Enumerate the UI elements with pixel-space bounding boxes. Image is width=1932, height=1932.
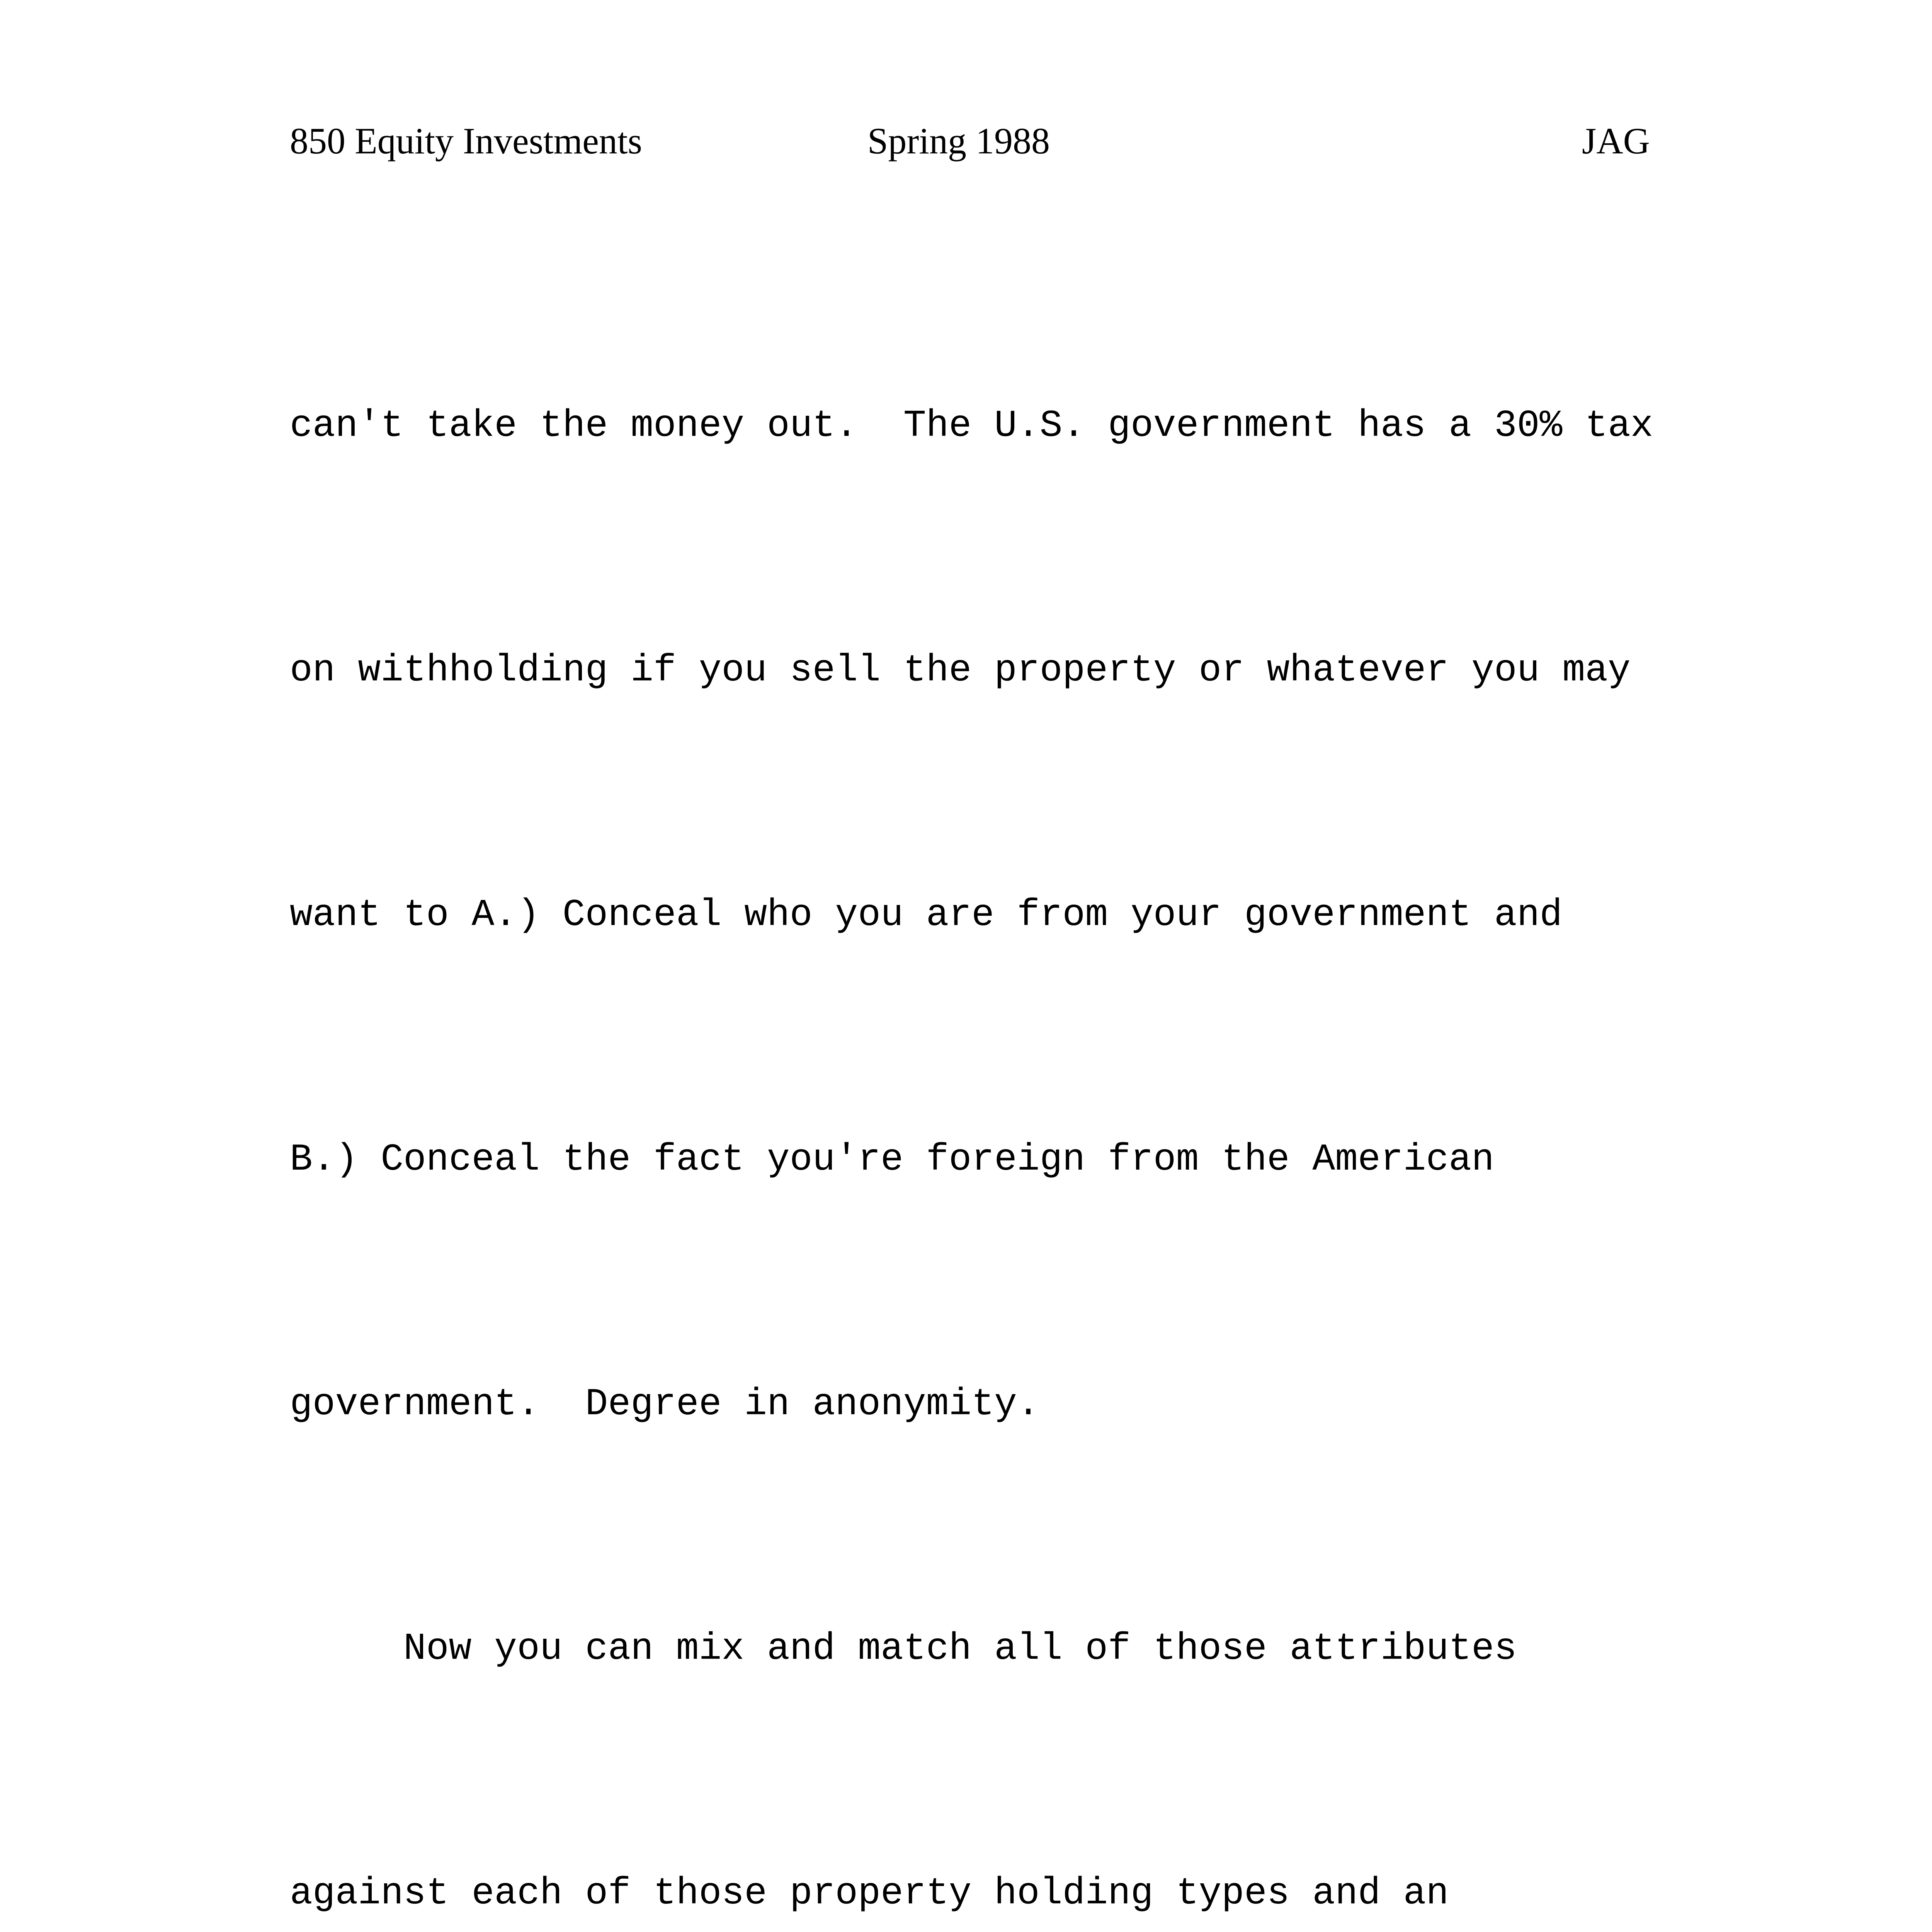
header-term: Spring 1988: [867, 120, 1050, 162]
text-line: government. Degree in anonymity.: [290, 1383, 1040, 1426]
page-header: [290, 112, 1650, 170]
text-line: can't take the money out. The U.S. government has a 30% tax: [290, 405, 1653, 447]
text-line: B.) Conceal the fact you're foreign from the American: [290, 1138, 1494, 1181]
text-line: against each of those property holding types and an: [290, 1872, 1449, 1915]
text-line: want to A.) Conceal who you are from your government and: [290, 894, 1563, 937]
header-course: 850 Equity Investments: [290, 120, 642, 162]
text-line: on withholding if you sell the property or whatever you may: [290, 649, 1631, 692]
header-initials: JAG: [1582, 120, 1650, 162]
text-line: Now you can mix and match all of those attributes: [290, 1628, 1517, 1670]
body-text: [290, 222, 1689, 1932]
